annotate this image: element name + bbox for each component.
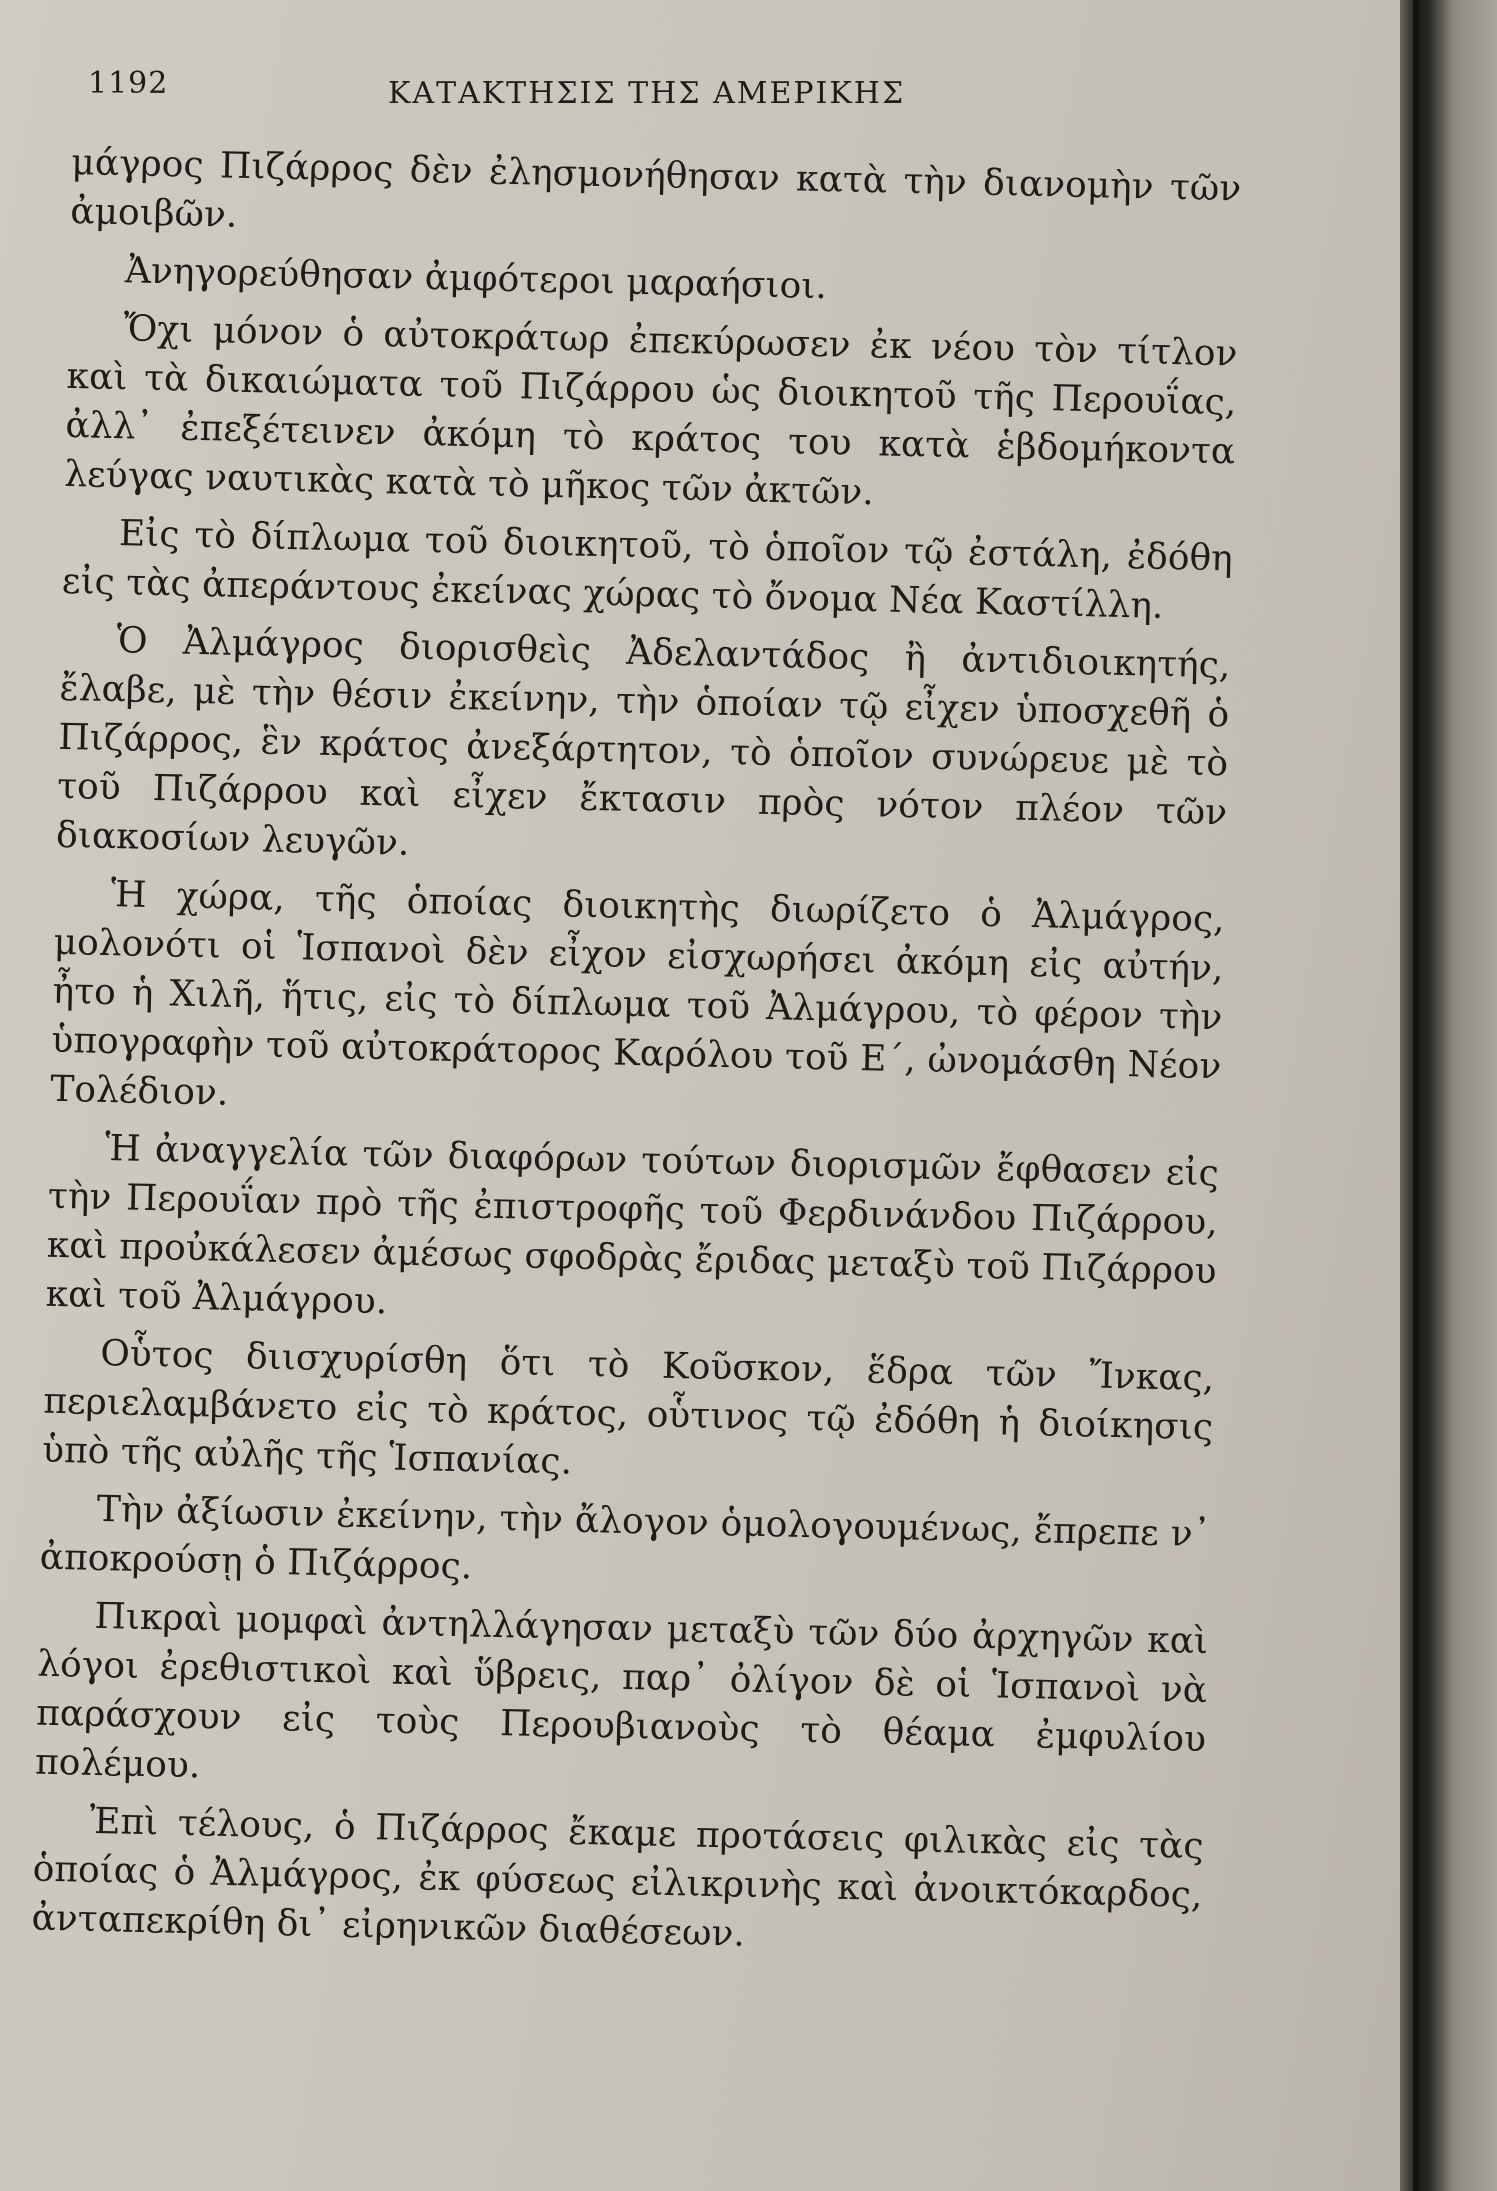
paragraph: Τὴν ἀξίωσιν ἐκείνην, τὴν ἄλογον ὁμολογουμένως, ἔπρεπε ν᾽ ἀποκρούσῃ ὁ Πιζάρρος.: [39, 1488, 1212, 1588]
page-header: [88, 62, 1308, 122]
paragraph: Ὁ Ἀλμάγρος διορισθεὶς Ἀδελαντάδος ἢ ἀντιδιοικητής, ἔλαβε, μὲ τὴν θέσιν ἐκείνην, τὴν ὁποίαν τῷ εἶχεν ὑποσχεθῆ ὁ Πιζάρρος, ἓν κράτος ἀνεξάρτητον, τὸ ὁποῖον συνώρευε μὲ τὸ τοῦ Πιζάρρου καὶ εἶχεν ἔκτασιν πρὸς νότον πλέον τῶν διακοσίων λευγῶν.: [55, 620, 1231, 864]
paragraph: Ἡ χώρα, τῆς ὁποίας διοικητὴς διωρίζετο ὁ Ἀλμάγρος, μολονότι οἱ Ἱσπανοὶ δὲν εἶχον εἰσχωρήσει ἀκόμη εἰς αὐτήν, ἦτο ἡ Χιλῆ, ἥτις, εἰς τὸ δίπλωμα τοῦ Ἀλμάγρου, τὸ φέρον τὴν ὑπογραφὴν τοῦ αὐτοκράτορος Καρόλου τοῦ Ε΄, ὠνομάσθη Νέον Τολέδιον.: [49, 874, 1226, 1114]
page-edge: [1413, 0, 1419, 2191]
paragraph: Ἐπὶ τέλους, ὁ Πιζάρρος ἔκαμε προτάσεις φιλικὰς εἰς τὰς ὁποίας ὁ Ἀλμάγρος, ἐκ φύσεως εἰλικρινὴς καὶ ἀνοικτόκαρδος, ἀνταπεκρίθη δι᾽ εἰρηνικῶν διαθέσεων.: [31, 1800, 1204, 1955]
paragraph: Ἀνηγορεύθησαν ἀμφότεροι μαραήσιοι.: [124, 250, 828, 308]
body-text: [31, 138, 1242, 1978]
paragraph: Πικραὶ μομφαὶ ἀντηλλάγησαν μεταξὺ τῶν δύο ἀρχηγῶν καὶ λόγοι ἐρεθιστικοὶ καὶ ὕβρεις, παρ᾽ ὀλίγον δὲ οἱ Ἱσπανοὶ νὰ παράσχουν εἰς τοὺς Περουβιανοὺς τὸ θέαμα ἐμφυλίου πολέμου.: [34, 1595, 1209, 1787]
paragraph: Ἡ ἀναγγελία τῶν διαφόρων τούτων διορισμῶν ἔφθασεν εἰς τὴν Περουΐαν πρὸ τῆς ἐπιστροφῆς τοῦ Φερδινάνδου Πιζάρρου, καὶ προὐκάλεσεν ἀμέσως σφοδρὰς ἔριδας μεταξὺ τοῦ Πιζάρρου καὶ τοῦ Ἀλμάγρου.: [45, 1128, 1220, 1323]
paragraph: Εἰς τὸ δίπλωμα τοῦ διοικητοῦ, τὸ ὁποῖον τῷ ἐστάλη, ἐδόθη εἰς τὰς ἀπεράντους ἐκείνας χώρας τὸ ὄνομα Νέα Καστίλλη.: [61, 513, 1234, 627]
page-number: 1192: [88, 66, 169, 101]
paragraph: Ὄχι μόνον ὁ αὐτοκράτωρ ἐπεκύρωσεν ἐκ νέου τὸν τίτλον καὶ τὰ δικαιώματα τοῦ Πιζάρρου ὡς διοικητοῦ τῆς Περουΐας, ἀλλ᾽ ἐπεξέτεινεν ἀκόμη τὸ κράτος του κατὰ ἑβδομήκοντα λεύγας ναυτικὰς κατὰ τὸ μῆκος τῶν ἀκτῶν.: [63, 308, 1238, 514]
paragraph: Οὗτος διισχυρίσθη ὅτι τὸ Κοῦσκον, ἕδρα τῶν Ἴνκας, περιελαμβάνετο εἰς τὸ κράτος, οὗτινος τῷ ἐδόθη ἡ διοίκησις ὑπὸ τῆς αὐλῆς τῆς Ἱσπανίας.: [41, 1332, 1215, 1483]
paragraph: μάγρος Πιζάρρος δὲν ἐλησμονήθησαν κατὰ τὴν διανομὴν τῶν ἀμοιβῶν.: [69, 141, 1242, 236]
running-title: ΚΑΤΑΚΤΗΣΙΣ ΤΗΣ ΑΜΕΡΙΚΗΣ: [388, 76, 906, 111]
